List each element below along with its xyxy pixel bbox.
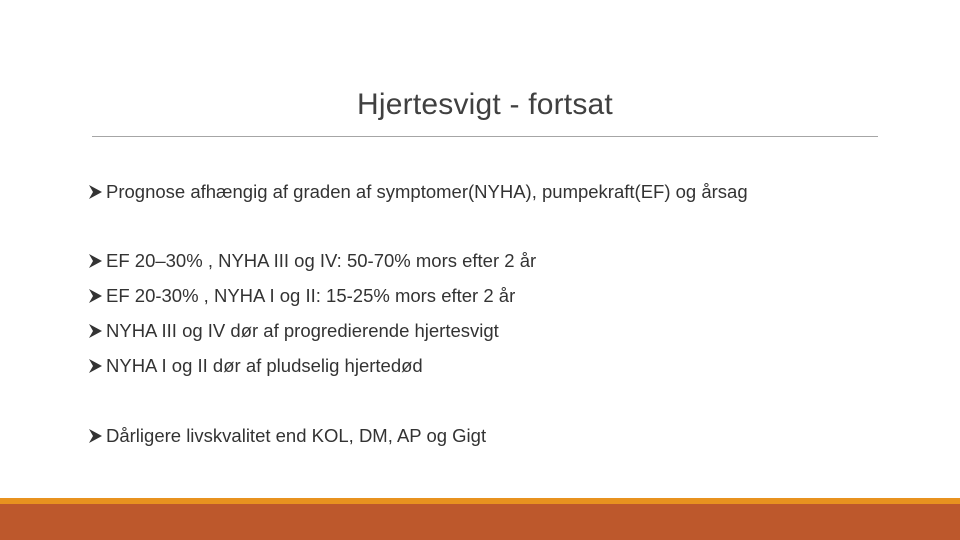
arrowhead-bullet-icon [86,357,104,375]
bullet-item [86,353,423,379]
bullet-text: EF 20–30% , NYHA III og IV: 50-70% mors efter 2 år [106,250,537,271]
bullet-text: Dårligere livskvalitet end KOL, DM, AP og Gigt [106,425,487,446]
arrowhead-bullet-icon [86,252,104,270]
slide-title: Hjertesvigt - fortsat [357,88,613,121]
arrowhead-bullet-icon [86,183,104,201]
title-divider [92,136,878,137]
bullet-text: NYHA III og IV dør af progredierende hjertesvigt [106,320,499,341]
footer-bar [0,504,960,540]
bullet-item [86,318,499,344]
bullet-item [86,283,515,309]
bullet-item [86,248,536,274]
bullet-item [86,179,748,205]
bullet-item [86,423,486,449]
arrowhead-bullet-icon [86,287,104,305]
bullet-text: EF 20-30% , NYHA I og II: 15-25% mors efter 2 år [106,285,516,306]
bullet-text: NYHA I og II dør af pludselig hjertedød [106,355,423,376]
arrowhead-bullet-icon [86,427,104,445]
bullet-text: Prognose afhængig af graden af symptomer(NYHA), pumpekraft(EF) og årsag [106,181,748,202]
arrowhead-bullet-icon [86,322,104,340]
